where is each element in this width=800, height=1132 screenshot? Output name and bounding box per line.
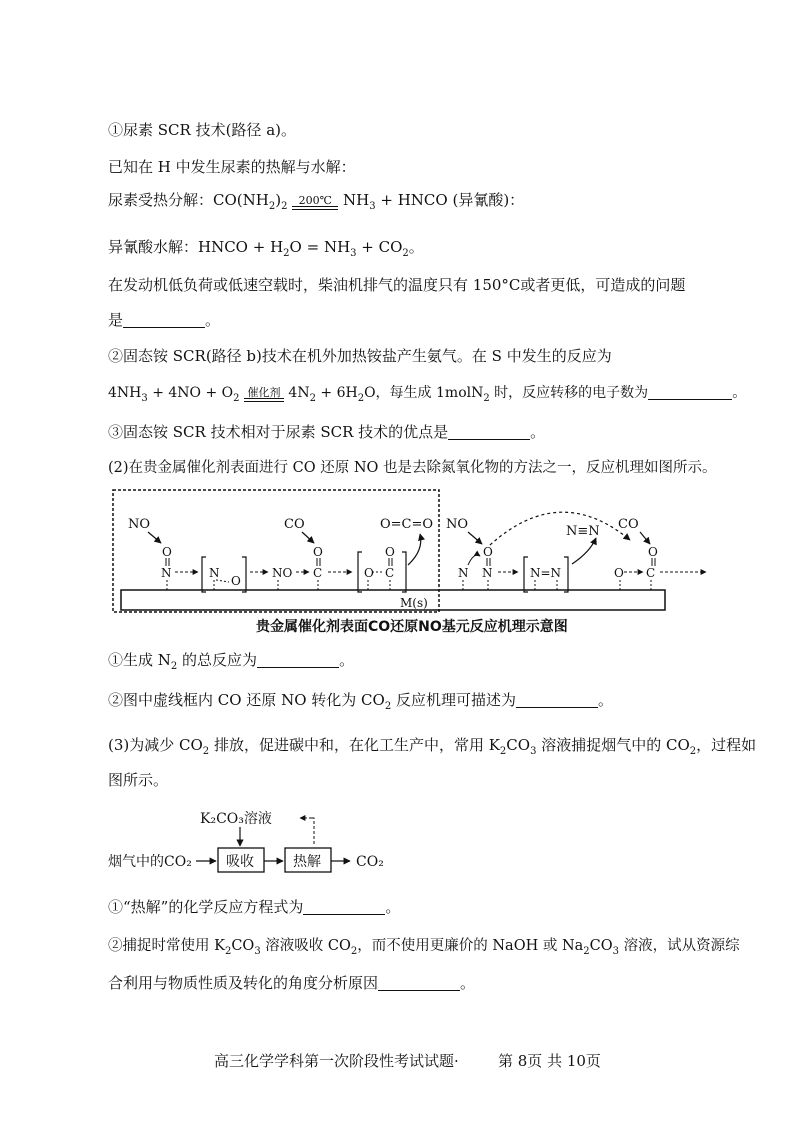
diagram-caption: 贵金属催化剂表面CO还原NO基元反应机理示意图: [256, 619, 568, 635]
c-atom-label: C: [313, 566, 323, 580]
hnco-hydrolysis-equation: 异氰酸水解：HNCO + $H_2O = NH_3 + CO_2$。: [108, 238, 424, 259]
catalyst-surface: [121, 590, 665, 610]
text-line-2: 已知在 H 中发生尿素的热解与水解：: [108, 158, 356, 176]
pyrolysis-label: 热解: [293, 854, 321, 870]
q3-1-line: ①“热解”的化学反应方程式为 。: [108, 898, 401, 916]
text-line-9: ③固态铵 SCR 技术相对于尿素 SCR 技术的优点是 。: [108, 423, 546, 441]
catalyst-condition: 催化剂: [244, 387, 284, 402]
ammonia-reaction-equation: $4NH_3 + 4NO + O_2$ 催化剂 $4N_2 + 6H_2O$，每生成 1molN$_2$ 时，反应转移的电子数为 。: [108, 385, 747, 404]
o-atom-label: O: [614, 566, 624, 580]
o-atom-label: O: [313, 545, 323, 559]
n-atom-label: N: [209, 566, 220, 580]
o-atom-label: O: [231, 574, 241, 588]
n-atom-label: N: [482, 566, 493, 580]
k2co3-solution-label: K₂CO₃溶液: [200, 811, 272, 827]
footer-page-number: 第 8页 共 10页: [498, 1052, 601, 1070]
q2-1-line: ①生成 $N_2$ 的总反应为 。: [108, 651, 355, 672]
o-atom-label: O: [483, 545, 493, 559]
c-atom-label: C: [646, 566, 656, 580]
o-atom-label: O: [364, 566, 374, 580]
o-atom-label: O: [385, 545, 395, 559]
o-atom-label: O: [162, 545, 172, 559]
urea-decomposition-equation: 尿素受热分解：$CO(NH_2)_2$ 200℃ $NH_3$ + HNCO (异氰酸)：: [108, 191, 525, 212]
co2-output-label: CO₂: [356, 854, 384, 870]
footer-title: 高三化学学科第一次阶段性考试试题·: [214, 1052, 459, 1070]
n2-adsorbed-label: N=N: [530, 566, 562, 580]
text-line-5: 在发动机低负荷或低速空载时，柴油机排气的温度只有 150°C或者更低，可造成的问题: [108, 276, 686, 294]
part3-line-1: (3)为减少 $CO_2$ 排放，促进碳中和，在化工生产中，常用 $K_2CO_3$ 溶液捕捉烟气中的 $CO_2$，过程如: [108, 736, 757, 757]
q2-2-line: ②图中虚线框内 CO 还原 NO 转化为 $CO_2$ 反应机理可描述为 。: [108, 691, 613, 712]
o-atom-label: O: [648, 545, 658, 559]
no-adsorbed-label: NO: [272, 566, 293, 580]
text-line-7: ②固态铵 SCR(路径 b)技术在机外加热铵盐产生氨气。在 S 中发生的反应为: [108, 347, 612, 365]
n-atom-label: N: [161, 566, 172, 580]
q3-2-line: ②捕捉时常使用 $K_2CO_3$ 溶液吸收 $CO_2$，而不使用更廉价的 NaOH 或 $Na_2CO_3$ 溶液，试从资源综: [108, 938, 740, 957]
n2-molecule-label: N≡N: [566, 524, 600, 539]
text-line-6: 是 。: [108, 311, 221, 329]
absorb-label: 吸收: [226, 854, 254, 870]
no-molecule-label: NO: [446, 517, 469, 532]
text-line-1: ①尿素 SCR 技术(路径 a)。: [108, 121, 296, 139]
part3-line-2: 图所示。: [108, 771, 169, 789]
n-atom-label: N: [458, 566, 469, 580]
c-atom-label: C: [385, 566, 395, 580]
q3-2-line-cont: 合利用与物质性质及转化的角度分析原因 。: [108, 974, 476, 992]
co-molecule-label: CO: [284, 517, 305, 532]
co2-molecule-label: O=C=O: [380, 517, 434, 532]
answer-blank[interactable]: [257, 667, 339, 668]
answer-blank[interactable]: [303, 914, 385, 915]
answer-blank[interactable]: [378, 990, 460, 991]
reaction-condition: 200℃: [292, 195, 338, 210]
flue-gas-co2-label: 烟气中的CO₂: [108, 854, 192, 870]
no-molecule-label: NO: [128, 517, 151, 532]
answer-blank[interactable]: [516, 707, 598, 708]
text-line-10: (2)在贵金属催化剂表面进行 CO 还原 NO 也是去除氮氧化物的方法之一，反应机理如图所示。: [108, 460, 717, 476]
surface-label: M(s): [400, 596, 428, 610]
capture-flow-diagram: [108, 810, 384, 872]
co-molecule-label: CO: [618, 517, 639, 532]
